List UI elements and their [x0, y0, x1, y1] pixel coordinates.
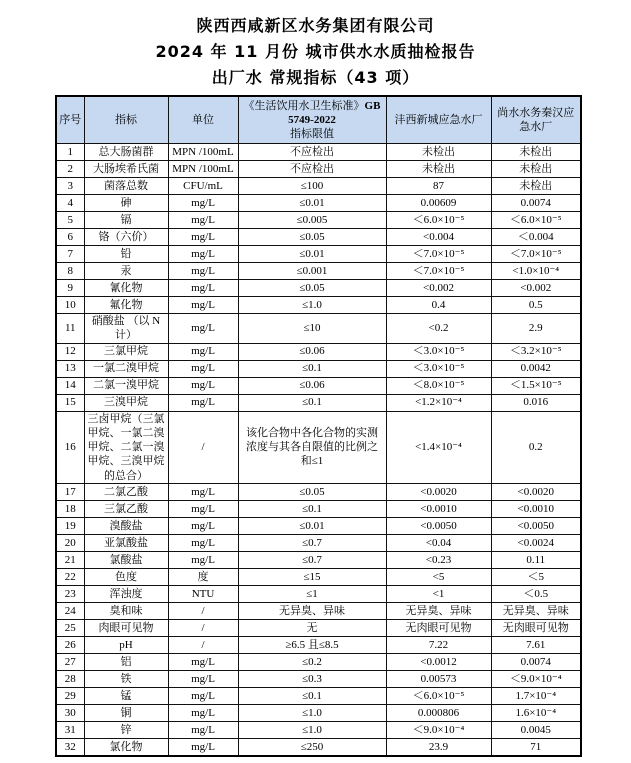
cell-value-fengxi: <0.04: [386, 535, 491, 552]
cell-serial-number: 22: [56, 569, 84, 586]
table-row: [56, 297, 581, 314]
cell-value-fengxi: <0.2: [386, 314, 491, 344]
cell-unit: mg/L: [168, 535, 238, 552]
cell-value-fengxi: <5: [386, 569, 491, 586]
cell-value-fengxi: <1.2×10⁻⁴: [386, 394, 491, 411]
cell-unit: mg/L: [168, 360, 238, 377]
cell-limit: ≤0.001: [238, 263, 386, 280]
cell-unit: mg/L: [168, 212, 238, 229]
cell-limit: ≤0.005: [238, 212, 386, 229]
cell-unit: mg/L: [168, 671, 238, 688]
cell-indicator: 镉: [84, 212, 168, 229]
cell-value-shangshui: 0.0074: [491, 654, 581, 671]
cell-value-shangshui: <0.0010: [491, 501, 581, 518]
cell-serial-number: 26: [56, 637, 84, 654]
cell-serial-number: 15: [56, 394, 84, 411]
cell-limit: ≤1: [238, 586, 386, 603]
table-row: [56, 229, 581, 246]
cell-unit: mg/L: [168, 484, 238, 501]
cell-serial-number: 7: [56, 246, 84, 263]
cell-unit: mg/L: [168, 705, 238, 722]
cell-value-shangshui: ＜9.0×10⁻⁴: [491, 671, 581, 688]
table-row: [56, 518, 581, 535]
cell-serial-number: 32: [56, 739, 84, 757]
table-row: [56, 314, 581, 344]
cell-unit: /: [168, 637, 238, 654]
cell-limit: ≤0.1: [238, 360, 386, 377]
cell-limit: ≤0.05: [238, 280, 386, 297]
cell-value-shangshui: ＜3.2×10⁻⁵: [491, 343, 581, 360]
cell-indicator: 三溴甲烷: [84, 394, 168, 411]
cell-serial-number: 12: [56, 343, 84, 360]
cell-limit: ≤10: [238, 314, 386, 344]
water-quality-table: [55, 95, 582, 757]
table-row: [56, 705, 581, 722]
cell-indicator: 铜: [84, 705, 168, 722]
cell-value-shangshui: 2.9: [491, 314, 581, 344]
cell-indicator: 铬（六价）: [84, 229, 168, 246]
table-row: [56, 246, 581, 263]
cell-unit: /: [168, 603, 238, 620]
cell-serial-number: 13: [56, 360, 84, 377]
cell-unit: /: [168, 620, 238, 637]
cell-value-fengxi: <1.4×10⁻⁴: [386, 411, 491, 483]
table-row: [56, 722, 581, 739]
cell-value-shangshui: 1.7×10⁻⁴: [491, 688, 581, 705]
cell-value-fengxi: ＜7.0×10⁻⁵: [386, 263, 491, 280]
cell-serial-number: 27: [56, 654, 84, 671]
header-plant-fengxi: 沣西新城应急水厂: [386, 96, 491, 144]
cell-value-fengxi: <0.002: [386, 280, 491, 297]
cell-limit: ≤0.05: [238, 229, 386, 246]
cell-serial-number: 29: [56, 688, 84, 705]
cell-value-fengxi: ＜9.0×10⁻⁴: [386, 722, 491, 739]
table-row: [56, 377, 581, 394]
cell-value-fengxi: <0.23: [386, 552, 491, 569]
cell-value-fengxi: 无肉眼可见物: [386, 620, 491, 637]
cell-value-shangshui: 0.0045: [491, 722, 581, 739]
cell-limit: ≤0.1: [238, 501, 386, 518]
cell-indicator: 浑浊度: [84, 586, 168, 603]
cell-limit: ≤0.7: [238, 552, 386, 569]
table-row: [56, 144, 581, 161]
cell-indicator: 铅: [84, 246, 168, 263]
cell-limit: ≤0.06: [238, 377, 386, 394]
cell-value-shangshui: 0.11: [491, 552, 581, 569]
cell-limit: ≤1.0: [238, 722, 386, 739]
cell-limit: ≥6.5 且≤8.5: [238, 637, 386, 654]
cell-limit: 不应检出: [238, 161, 386, 178]
cell-value-fengxi: 未检出: [386, 144, 491, 161]
cell-value-fengxi: ＜3.0×10⁻⁵: [386, 343, 491, 360]
cell-unit: mg/L: [168, 377, 238, 394]
table-row: [56, 263, 581, 280]
cell-indicator: 菌落总数: [84, 178, 168, 195]
cell-value-shangshui: 无异臭、异味: [491, 603, 581, 620]
cell-value-fengxi: <1: [386, 586, 491, 603]
cell-value-fengxi: 7.22: [386, 637, 491, 654]
cell-serial-number: 4: [56, 195, 84, 212]
cell-value-fengxi: <0.0010: [386, 501, 491, 518]
header-unit: 单位: [168, 96, 238, 144]
cell-limit: ≤0.01: [238, 195, 386, 212]
table-row: [56, 671, 581, 688]
cell-limit: 不应检出: [238, 144, 386, 161]
table-row: [56, 178, 581, 195]
cell-serial-number: 2: [56, 161, 84, 178]
cell-value-shangshui: ＜5: [491, 569, 581, 586]
cell-serial-number: 1: [56, 144, 84, 161]
header-indicator: 指标: [84, 96, 168, 144]
cell-serial-number: 8: [56, 263, 84, 280]
cell-limit: ≤0.1: [238, 688, 386, 705]
table-row: [56, 195, 581, 212]
cell-indicator: 三氯甲烷: [84, 343, 168, 360]
cell-unit: NTU: [168, 586, 238, 603]
cell-value-shangshui: 无肉眼可见物: [491, 620, 581, 637]
cell-value-shangshui: 0.0074: [491, 195, 581, 212]
cell-indicator: 铁: [84, 671, 168, 688]
cell-serial-number: 5: [56, 212, 84, 229]
cell-value-shangshui: ＜0.004: [491, 229, 581, 246]
cell-indicator: pH: [84, 637, 168, 654]
cell-limit: 该化合物中各化合物的实测浓度与其各自限值的比例之和≤1: [238, 411, 386, 483]
cell-unit: mg/L: [168, 394, 238, 411]
cell-indicator: 亚氯酸盐: [84, 535, 168, 552]
cell-value-fengxi: <0.0012: [386, 654, 491, 671]
cell-serial-number: 16: [56, 411, 84, 483]
cell-value-fengxi: 0.00573: [386, 671, 491, 688]
cell-indicator: 锌: [84, 722, 168, 739]
cell-value-shangshui: 未检出: [491, 161, 581, 178]
cell-serial-number: 3: [56, 178, 84, 195]
cell-value-shangshui: 0.2: [491, 411, 581, 483]
table-row: [56, 637, 581, 654]
table-row: [56, 654, 581, 671]
cell-indicator: 锰: [84, 688, 168, 705]
cell-value-fengxi: 未检出: [386, 161, 491, 178]
cell-indicator: 色度: [84, 569, 168, 586]
cell-indicator: 肉眼可见物: [84, 620, 168, 637]
cell-indicator: 二氯一溴甲烷: [84, 377, 168, 394]
table-row: [56, 501, 581, 518]
cell-value-shangshui: <1.0×10⁻⁴: [491, 263, 581, 280]
cell-indicator: 大肠埃希氏菌: [84, 161, 168, 178]
table-row: [56, 360, 581, 377]
cell-serial-number: 14: [56, 377, 84, 394]
cell-serial-number: 28: [56, 671, 84, 688]
cell-limit: ≤15: [238, 569, 386, 586]
cell-unit: mg/L: [168, 343, 238, 360]
cell-limit: 无异臭、异味: [238, 603, 386, 620]
company-title: 陕西西咸新区水务集团有限公司: [196, 16, 435, 35]
cell-value-fengxi: ＜6.0×10⁻⁵: [386, 212, 491, 229]
cell-limit: ≤0.01: [238, 518, 386, 535]
table-row: [56, 586, 581, 603]
header-plant-shangshui: 尚水水务秦汉应急水厂: [491, 96, 581, 144]
cell-unit: mg/L: [168, 314, 238, 344]
cell-serial-number: 19: [56, 518, 84, 535]
cell-limit: ≤250: [238, 739, 386, 757]
cell-indicator: 铝: [84, 654, 168, 671]
table-row: [56, 688, 581, 705]
report-title-block: [0, 0, 631, 91]
cell-limit: ≤1.0: [238, 297, 386, 314]
standard-code: GB 5749-2022: [288, 99, 381, 126]
cell-limit: 无: [238, 620, 386, 637]
cell-indicator: 臭和味: [84, 603, 168, 620]
cell-unit: MPN /100mL: [168, 144, 238, 161]
cell-value-fengxi: 0.000806: [386, 705, 491, 722]
cell-value-fengxi: <0.0050: [386, 518, 491, 535]
cell-unit: mg/L: [168, 297, 238, 314]
cell-unit: mg/L: [168, 518, 238, 535]
cell-indicator: 氯酸盐: [84, 552, 168, 569]
table-row: [56, 603, 581, 620]
cell-unit: mg/L: [168, 552, 238, 569]
standard-limit-label: 指标限值: [290, 128, 334, 141]
cell-limit: ≤0.05: [238, 484, 386, 501]
cell-unit: mg/L: [168, 280, 238, 297]
cell-serial-number: 10: [56, 297, 84, 314]
cell-serial-number: 9: [56, 280, 84, 297]
cell-indicator: 氟化物: [84, 297, 168, 314]
cell-value-shangshui: 未检出: [491, 178, 581, 195]
cell-limit: ≤0.06: [238, 343, 386, 360]
cell-value-shangshui: 71: [491, 739, 581, 757]
cell-serial-number: 17: [56, 484, 84, 501]
table-row: [56, 535, 581, 552]
table-row: [56, 161, 581, 178]
cell-unit: mg/L: [168, 263, 238, 280]
table-row: [56, 569, 581, 586]
cell-limit: ≤0.1: [238, 394, 386, 411]
cell-value-shangshui: ＜6.0×10⁻⁵: [491, 212, 581, 229]
cell-unit: CFU/mL: [168, 178, 238, 195]
cell-indicator: 氰化物: [84, 280, 168, 297]
cell-value-fengxi: 87: [386, 178, 491, 195]
cell-value-shangshui: ＜7.0×10⁻⁵: [491, 246, 581, 263]
cell-limit: ≤0.2: [238, 654, 386, 671]
cell-value-shangshui: ＜0.5: [491, 586, 581, 603]
cell-limit: ≤0.01: [238, 246, 386, 263]
cell-unit: mg/L: [168, 501, 238, 518]
cell-value-fengxi: 无异臭、异味: [386, 603, 491, 620]
cell-limit: ≤0.3: [238, 671, 386, 688]
cell-unit: mg/L: [168, 195, 238, 212]
header-serial-number: 序号: [56, 96, 84, 144]
cell-serial-number: 21: [56, 552, 84, 569]
cell-serial-number: 24: [56, 603, 84, 620]
table-row: [56, 394, 581, 411]
table-row: [56, 484, 581, 501]
cell-value-fengxi: ＜7.0×10⁻⁵: [386, 246, 491, 263]
cell-indicator: 溴酸盐: [84, 518, 168, 535]
cell-value-shangshui: <0.0050: [491, 518, 581, 535]
cell-value-fengxi: <0.004: [386, 229, 491, 246]
cell-value-fengxi: <0.0020: [386, 484, 491, 501]
cell-value-fengxi: 0.00609: [386, 195, 491, 212]
table-row: [56, 620, 581, 637]
cell-unit: mg/L: [168, 688, 238, 705]
cell-value-fengxi: 23.9: [386, 739, 491, 757]
cell-limit: ≤1.0: [238, 705, 386, 722]
cell-unit: mg/L: [168, 654, 238, 671]
cell-value-shangshui: 0.5: [491, 297, 581, 314]
cell-value-shangshui: ＜1.5×10⁻⁵: [491, 377, 581, 394]
table-row: [56, 280, 581, 297]
cell-indicator: 砷: [84, 195, 168, 212]
cell-serial-number: 23: [56, 586, 84, 603]
cell-unit: mg/L: [168, 229, 238, 246]
cell-unit: MPN /100mL: [168, 161, 238, 178]
cell-value-shangshui: 0.016: [491, 394, 581, 411]
cell-value-fengxi: ＜8.0×10⁻⁵: [386, 377, 491, 394]
report-subtitle: 出厂水 常规指标（43 项）: [211, 68, 420, 87]
cell-indicator: 汞: [84, 263, 168, 280]
cell-value-shangshui: 7.61: [491, 637, 581, 654]
cell-value-shangshui: 未检出: [491, 144, 581, 161]
cell-indicator: 总大肠菌群: [84, 144, 168, 161]
table-body: [56, 144, 581, 757]
cell-serial-number: 25: [56, 620, 84, 637]
cell-indicator: 三氯乙酸: [84, 501, 168, 518]
report-title: 2024 年 11 月份 城市供水水质抽检报告: [155, 42, 476, 61]
cell-limit: ≤0.7: [238, 535, 386, 552]
cell-indicator: 一氯二溴甲烷: [84, 360, 168, 377]
header-standard-limit: [238, 96, 386, 144]
cell-serial-number: 11: [56, 314, 84, 344]
cell-value-shangshui: <0.002: [491, 280, 581, 297]
cell-limit: ≤100: [238, 178, 386, 195]
cell-value-fengxi: 0.4: [386, 297, 491, 314]
table-row: [56, 552, 581, 569]
cell-serial-number: 6: [56, 229, 84, 246]
cell-unit: mg/L: [168, 246, 238, 263]
cell-unit: 度: [168, 569, 238, 586]
table-row: [56, 212, 581, 229]
cell-unit: mg/L: [168, 739, 238, 757]
table-header-row: [56, 96, 581, 144]
cell-unit: mg/L: [168, 722, 238, 739]
cell-value-shangshui: <0.0024: [491, 535, 581, 552]
cell-indicator: 二氯乙酸: [84, 484, 168, 501]
cell-indicator: 三卤甲烷（三氯甲烷、一氯二溴甲烷、二氯一溴甲烷、三溴甲烷的总合）: [84, 411, 168, 483]
table-row: [56, 739, 581, 757]
table-row: [56, 343, 581, 360]
cell-serial-number: 31: [56, 722, 84, 739]
cell-serial-number: 30: [56, 705, 84, 722]
cell-value-fengxi: ＜3.0×10⁻⁵: [386, 360, 491, 377]
cell-indicator: 硝酸盐 （以 N 计）: [84, 314, 168, 344]
standard-name: 《生活饮用水卫生标准》: [243, 99, 365, 112]
table-row: [56, 411, 581, 483]
cell-indicator: 氯化物: [84, 739, 168, 757]
cell-unit: /: [168, 411, 238, 483]
cell-serial-number: 18: [56, 501, 84, 518]
cell-value-shangshui: 0.0042: [491, 360, 581, 377]
cell-serial-number: 20: [56, 535, 84, 552]
cell-value-shangshui: 1.6×10⁻⁴: [491, 705, 581, 722]
cell-value-shangshui: <0.0020: [491, 484, 581, 501]
cell-value-fengxi: ＜6.0×10⁻⁵: [386, 688, 491, 705]
